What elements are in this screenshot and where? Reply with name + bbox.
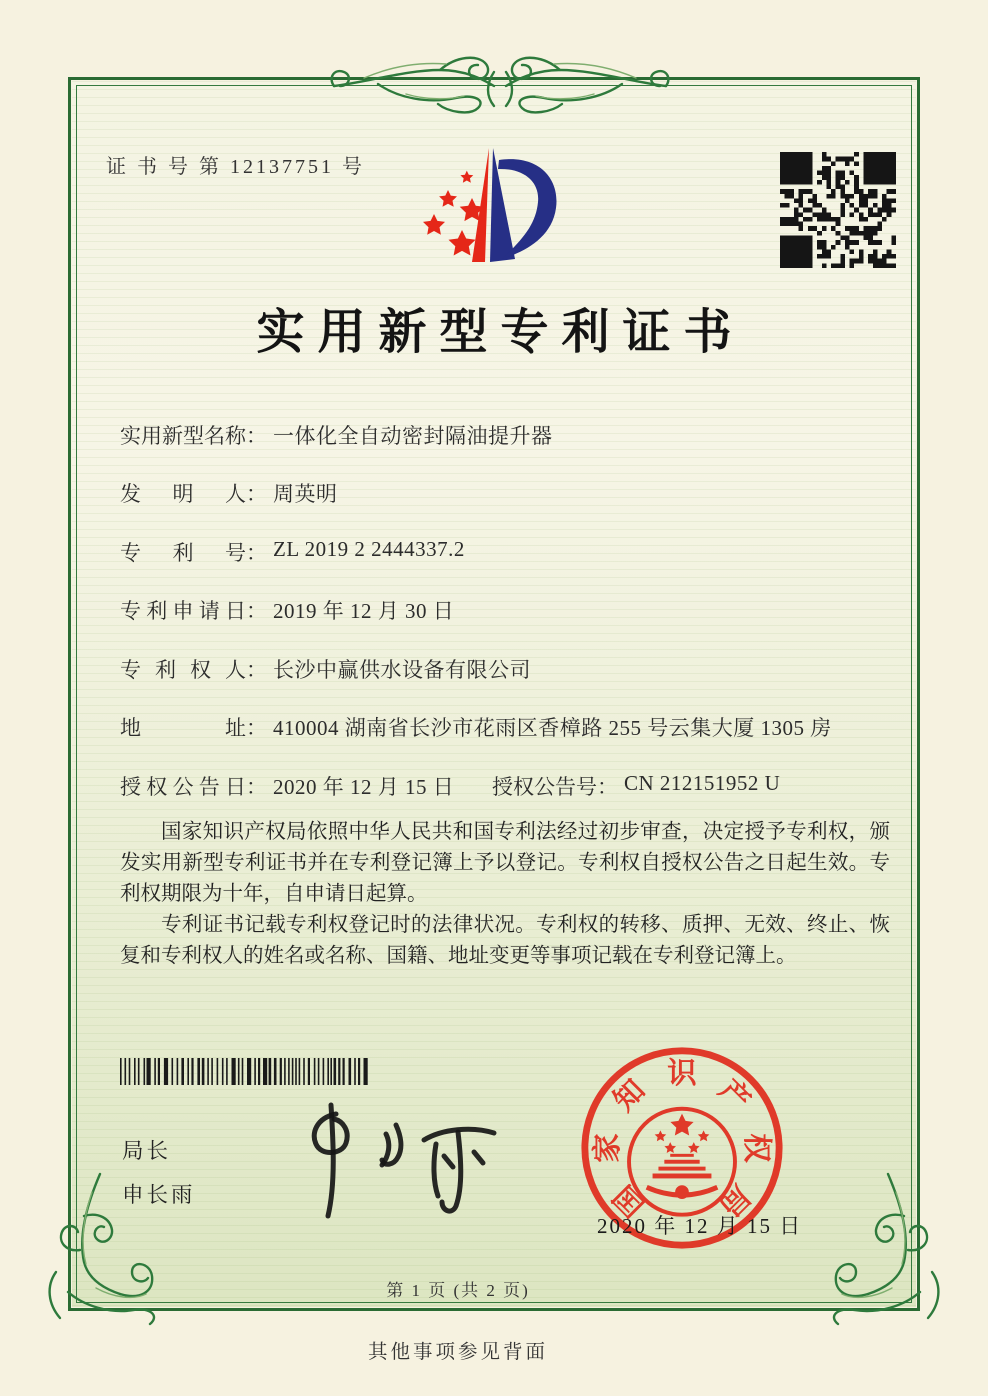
field-colon: ：: [246, 424, 267, 448]
field-label: 实用新型名称: [120, 424, 246, 448]
qr-finder-top-left: [780, 152, 812, 184]
field-row-address: [120, 712, 900, 742]
seal-char: 识: [667, 1058, 697, 1091]
commissioner-name: 申长雨: [122, 1183, 196, 1207]
field-colon: ：: [597, 775, 618, 799]
field-colon: ：: [246, 716, 267, 740]
field-grant-number: [492, 771, 780, 801]
signature: [256, 1098, 522, 1228]
footer-note: 其他事项参见背面: [367, 1342, 548, 1363]
field-row-inventor: [120, 478, 900, 508]
body-paragraph-1: 国家知识产权局依照中华人民共和国专利法经过初步审查，决定授予专利权，颁发实用新型专利证书并在专利登记簿上予以登记。专利权自授权公告之日起生效。专利权期限为十年，自申请日起算。: [120, 821, 890, 905]
field-label: 发明人: [120, 482, 246, 506]
qr-finder-bottom-left: [780, 236, 812, 268]
field-label: 授权公告号: [492, 775, 597, 799]
field-value: 周英明: [273, 482, 338, 506]
field-label: 专利申请日: [120, 599, 246, 623]
seal-char: 权: [739, 1133, 772, 1163]
certificate-title: 实用新型专利证书: [256, 306, 745, 359]
barcode: [120, 1058, 372, 1085]
body-paragraph-2: 专利证书记载专利权登记时的法律状况。专利权的转移、质押、无效、终止、恢复和专利权人的姓名或名称、国籍、地址变更等事项记载在专利登记簿上。: [120, 914, 890, 967]
certificate-number: 证 书 号 第 12137751 号: [106, 156, 365, 178]
field-colon: ：: [246, 541, 267, 565]
field-value: CN 212151952 U: [624, 771, 781, 795]
seal-char: 知: [608, 1074, 652, 1118]
field-value: 长沙中赢供水设备有限公司: [273, 658, 531, 682]
page-indicator: 第 1 页 (共 2 页): [386, 1281, 530, 1300]
commissioner-title: 局长: [122, 1139, 172, 1163]
field-value: ZL 2019 2 2444337.2: [273, 537, 465, 561]
barcode-bars: [120, 1058, 368, 1085]
field-value: 410004 湖南省长沙市花雨区香樟路 255 号云集大厦 1305 房: [273, 716, 832, 740]
seal-char: 国: [608, 1178, 652, 1222]
field-colon: ：: [246, 599, 267, 623]
field-row-name: [120, 420, 900, 450]
qr-finder-top-right: [864, 152, 896, 184]
seal-date: 2020 年 12 月 15 日: [597, 1214, 803, 1238]
field-row-grant: [120, 771, 900, 801]
field-label: 地址: [120, 716, 246, 740]
seal-char: 产: [712, 1074, 756, 1118]
field-row-patentee: [120, 654, 900, 684]
field-label: 专利号: [120, 541, 246, 565]
legal-text-block: [120, 817, 890, 972]
field-row-filing-date: [120, 595, 900, 625]
seal-char: 局: [712, 1178, 756, 1222]
field-label: 专利权人: [120, 658, 246, 682]
field-row-patent-number: [120, 537, 900, 567]
field-value: 2020 年 12 月 15 日: [273, 775, 455, 799]
top-flourish-ornament: [328, 46, 672, 122]
field-label: 授权公告日: [120, 775, 246, 799]
seal-char: 家: [592, 1133, 625, 1163]
field-colon: ：: [246, 775, 267, 799]
field-value: 2019 年 12 月 30 日: [273, 599, 455, 623]
national-emblem: [629, 1109, 735, 1215]
field-value: 一体化全自动密封隔油提升器: [273, 424, 553, 448]
cnipa-logo-icon: [402, 140, 592, 290]
qr-code: [780, 152, 896, 268]
corner-ornament-right: [812, 1172, 962, 1332]
field-colon: ：: [246, 482, 267, 506]
field-colon: ：: [246, 658, 267, 682]
